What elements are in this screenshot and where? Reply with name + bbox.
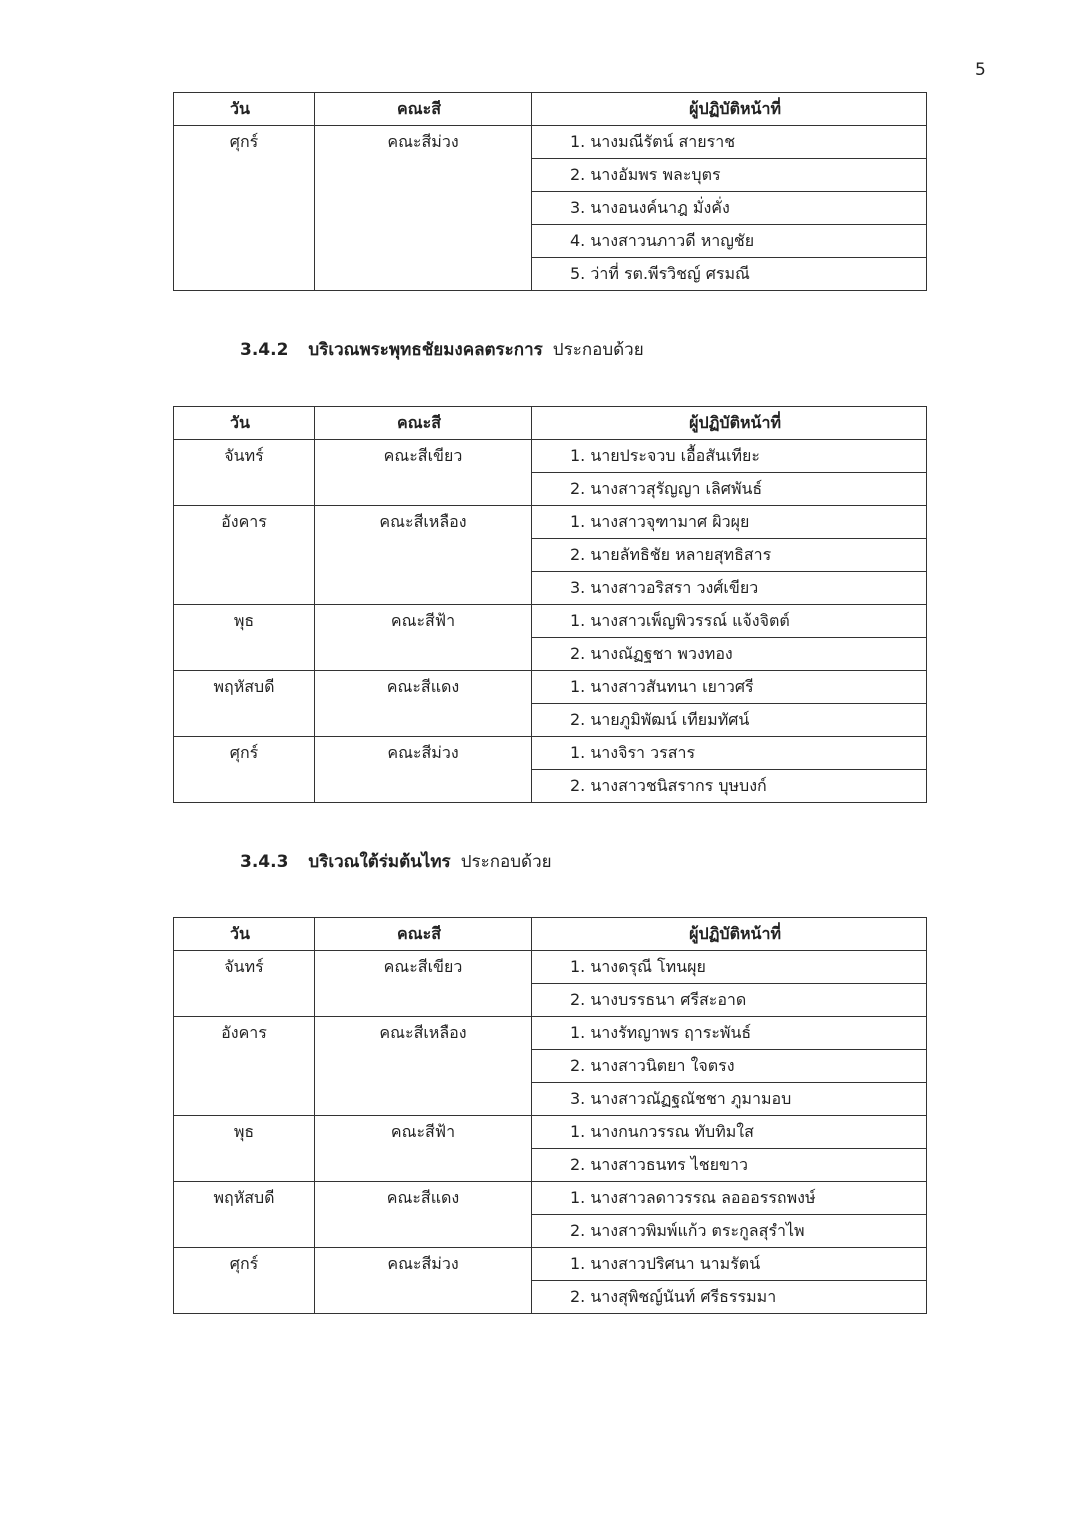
duty-table-1 [173,92,927,291]
day-cell: ศุกร์ [174,1248,315,1314]
team-cell: คณะสีเหลือง [315,506,532,605]
team-cell: คณะสีม่วง [315,1248,532,1314]
day-cell: จันทร์ [174,951,315,1017]
header-day: วัน [174,93,315,126]
day-cell: พุธ [174,1116,315,1182]
team-cell: คณะสีม่วง [315,737,532,803]
header-day: วัน [174,407,315,440]
staff-name-cell: 2. นางบรรธนา ศรีสะอาด [532,984,927,1017]
day-cell: ศุกร์ [174,126,315,291]
table-row [174,440,927,473]
day-cell: ศุกร์ [174,737,315,803]
table-row [174,506,927,539]
team-cell: คณะสีฟ้า [315,605,532,671]
header-staff: ผู้ปฏิบัติหน้าที่ [532,93,927,126]
staff-name-cell: 1. นางจิรา วรสาร [532,737,927,770]
staff-name-cell: 2. นายภูมิพัฒน์ เทียมทัศน์ [532,704,927,737]
table-row [174,1116,927,1149]
team-cell: คณะสีเขียว [315,440,532,506]
table-row [174,1248,927,1281]
team-cell: คณะสีแดง [315,671,532,737]
table-row [174,671,927,704]
staff-name-cell: 2. นางสุพิชญ์นันท์ ศรีธรรมมา [532,1281,927,1314]
table-row [174,1182,927,1215]
staff-name-cell: 1. นางสาวสันทนา เยาวศรี [532,671,927,704]
staff-name-cell: 2. นางณัฏฐชา พวงทอง [532,638,927,671]
staff-name-cell: 1. นางสาวจุฑามาศ ผิวผุย [532,506,927,539]
section-title: บริเวณพระพุทธชัยมงคลตระการ [308,340,543,360]
table-row [174,1017,927,1050]
team-cell: คณะสีเหลือง [315,1017,532,1116]
day-cell: อังคาร [174,1017,315,1116]
staff-name-cell: 1. นางกนกวรรณ ทับทิมใส [532,1116,927,1149]
section-suffix: ประกอบด้วย [552,340,644,360]
section-number: 3.4.2 [240,340,289,360]
staff-name-cell: 5. ว่าที่ รต.พีรวิชญ์ ศรมณี [532,258,927,291]
table-row [174,737,927,770]
team-cell: คณะสีเขียว [315,951,532,1017]
header-team: คณะสี [315,93,532,126]
staff-name-cell: 1. นางสาวเพ็ญพิวรรณ์ แจ้งจิตต์ [532,605,927,638]
staff-name-cell: 2. นางอัมพร พละบุตร [532,159,927,192]
staff-name-cell: 1. นางสาวปริศนา นามรัตน์ [532,1248,927,1281]
header-day: วัน [174,918,315,951]
table-row [174,951,927,984]
staff-name-cell: 1. นางดรุณี โทนผุย [532,951,927,984]
staff-name-cell: 3. นางสาวณัฏฐณัชชา ภูมามอบ [532,1083,927,1116]
section-heading-3-4-3 [240,848,552,875]
staff-name-cell: 4. นางสาวนภาวดี หาญชัย [532,225,927,258]
team-cell: คณะสีฟ้า [315,1116,532,1182]
header-staff: ผู้ปฏิบัติหน้าที่ [532,918,927,951]
staff-name-cell: 1. นางสาวลดาวรรณ ลอออรรถพงษ์ [532,1182,927,1215]
header-team: คณะสี [315,407,532,440]
staff-name-cell: 3. นางอนงค์นาฎ มั่งคั่ง [532,192,927,225]
duty-table-3 [173,917,927,1314]
staff-name-cell: 2. นางสาวนิตยา ใจตรง [532,1050,927,1083]
team-cell: คณะสีม่วง [315,126,532,291]
day-cell: พฤหัสบดี [174,671,315,737]
staff-name-cell: 2. นางสาวธนทร ไชยขาว [532,1149,927,1182]
table-row [174,605,927,638]
staff-name-cell: 2. นายลัทธิชัย หลายสุทธิสาร [532,539,927,572]
section-heading-3-4-2 [240,336,644,363]
staff-name-cell: 1. นางรัทญาพร ฤาระพันธ์ [532,1017,927,1050]
duty-table-2 [173,406,927,803]
staff-name-cell: 2. นางสาวสุรัญญา เลิศพันธ์ [532,473,927,506]
section-title: บริเวณใต้ร่มต้นไทร [308,852,451,872]
table-row [174,126,927,159]
staff-name-cell: 2. นางสาวชนิสรากร บุษบงก์ [532,770,927,803]
team-cell: คณะสีแดง [315,1182,532,1248]
section-suffix: ประกอบด้วย [460,852,552,872]
header-staff: ผู้ปฏิบัติหน้าที่ [532,407,927,440]
staff-name-cell: 2. นางสาวพิมพ์แก้ว ตระกูลสุรำไพ [532,1215,927,1248]
day-cell: จันทร์ [174,440,315,506]
day-cell: อังคาร [174,506,315,605]
staff-name-cell: 3. นางสาวอริสรา วงศ์เขียว [532,572,927,605]
page-number: 5 [975,60,986,80]
day-cell: พฤหัสบดี [174,1182,315,1248]
day-cell: พุธ [174,605,315,671]
header-team: คณะสี [315,918,532,951]
staff-name-cell: 1. นายประจวบ เอื้อสันเทียะ [532,440,927,473]
staff-name-cell: 1. นางมณีรัตน์ สายราช [532,126,927,159]
section-number: 3.4.3 [240,852,289,872]
